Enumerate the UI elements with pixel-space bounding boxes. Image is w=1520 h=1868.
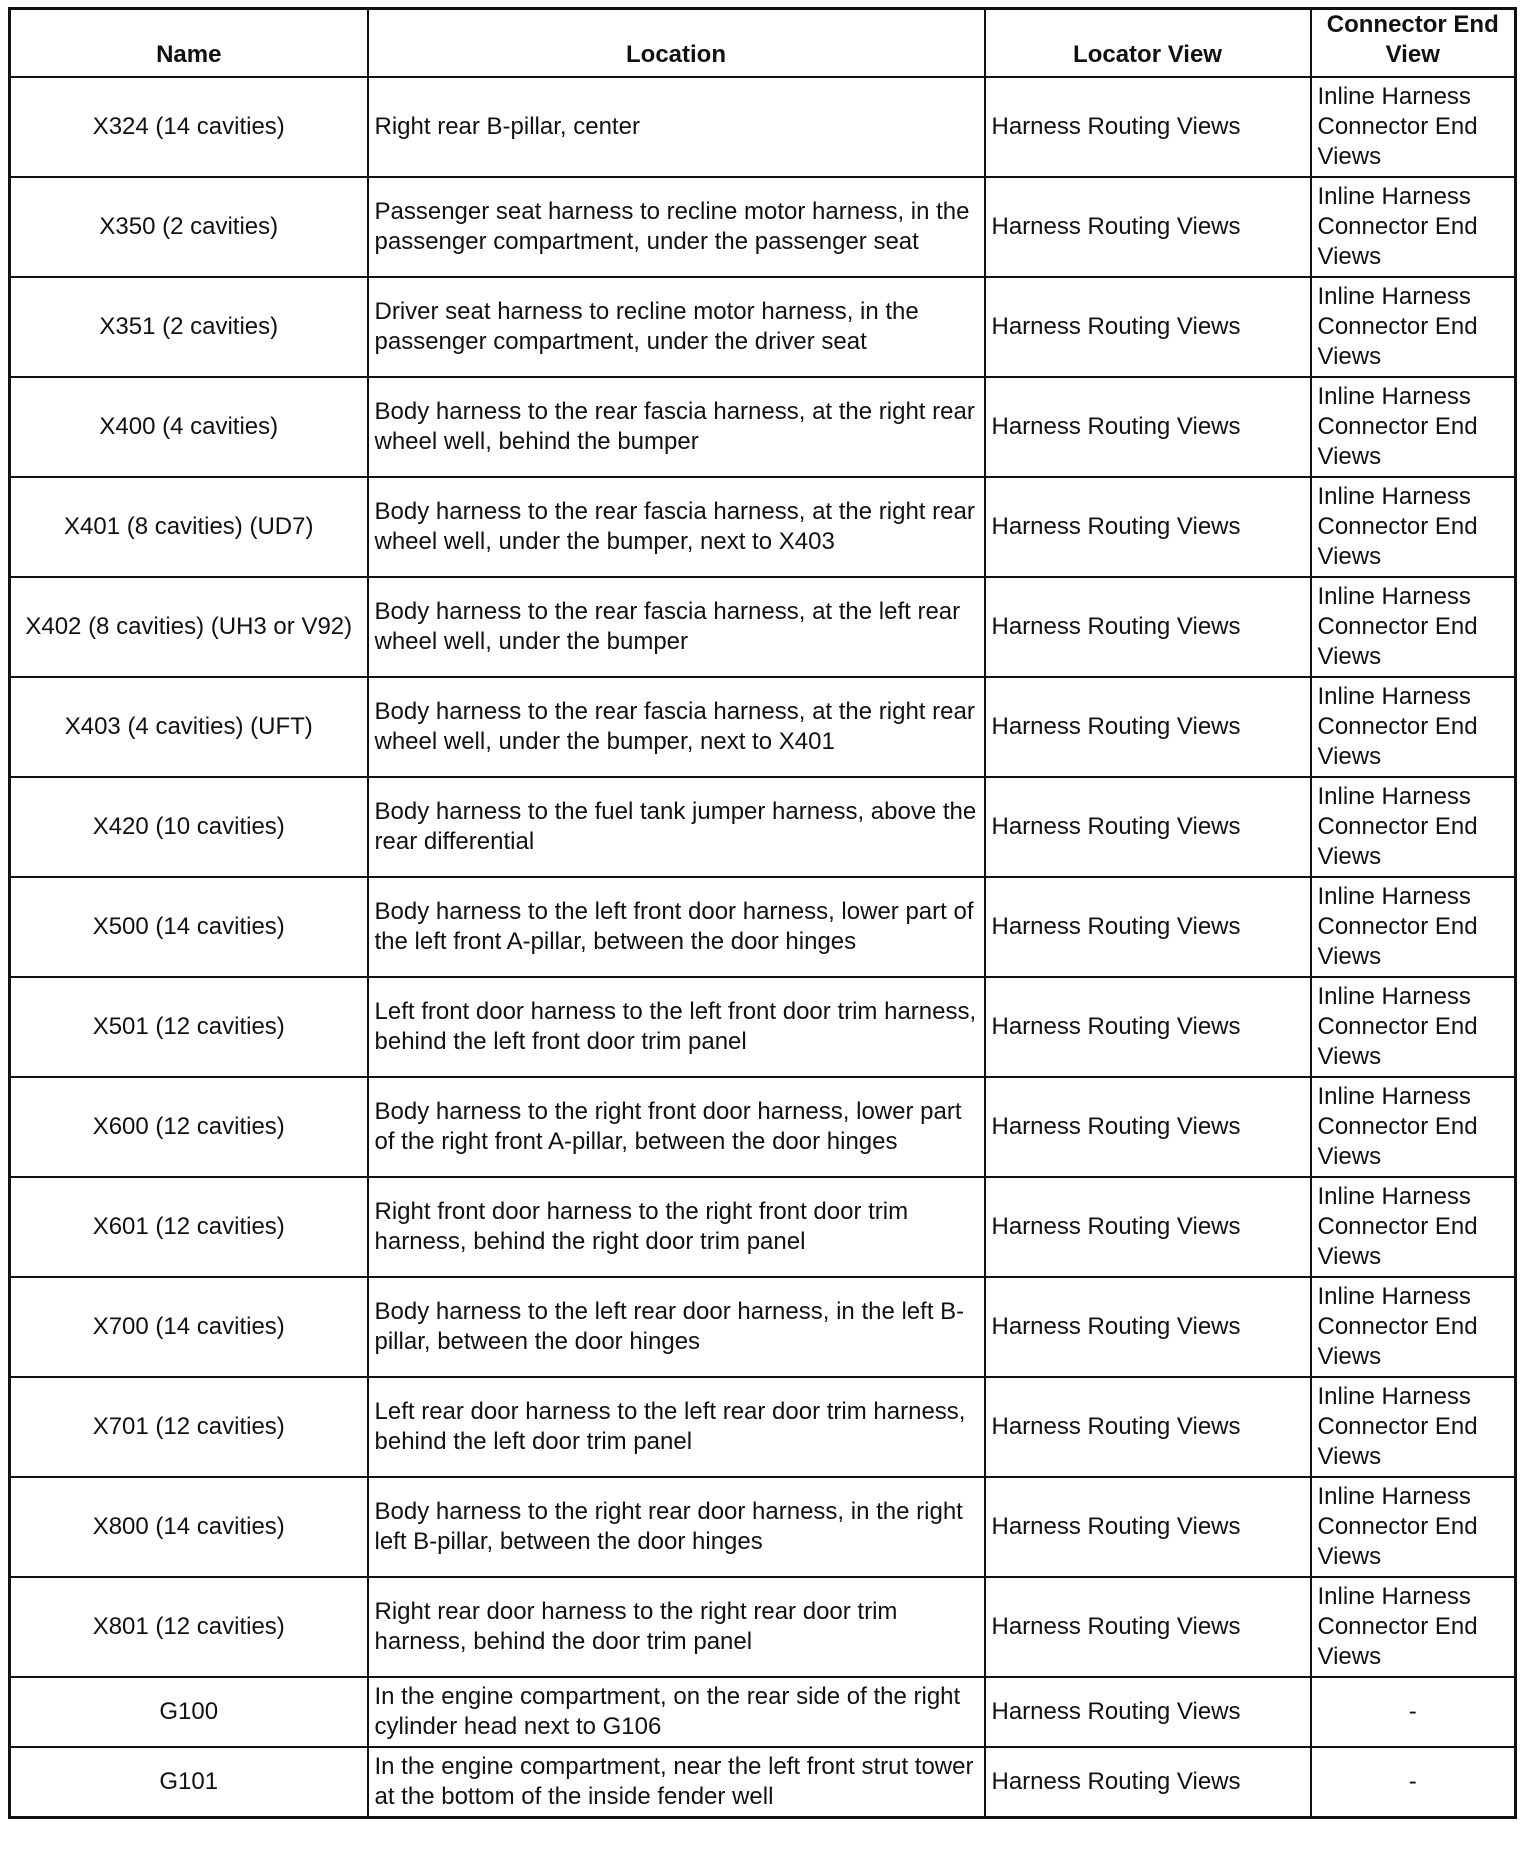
table-header-row [10,9,1516,78]
cell-connector-end-view[interactable]: Inline Harness Connector End Views [1311,777,1516,877]
cell-location: Body harness to the right front door harness, lower part of the right front A-pillar, between the door hinges [368,1077,985,1177]
connector-locator-table [8,7,1517,1819]
cell-connector-end-view[interactable]: Inline Harness Connector End Views [1311,1277,1516,1377]
cell-connector-end-view[interactable]: Inline Harness Connector End Views [1311,877,1516,977]
cell-connector-end-view[interactable]: Inline Harness Connector End Views [1311,1577,1516,1677]
cell-name: G100 [10,1677,368,1747]
cell-locator-view[interactable]: Harness Routing Views [985,477,1311,577]
table-row [10,77,1516,177]
table-row [10,1277,1516,1377]
cell-name: X324 (14 cavities) [10,77,368,177]
cell-name: X401 (8 cavities) (UD7) [10,477,368,577]
cell-name: X500 (14 cavities) [10,877,368,977]
column-header-location: Location [368,9,985,78]
table-row [10,677,1516,777]
cell-location: Body harness to the rear fascia harness, at the right rear wheel well, under the bumper, next to X401 [368,677,985,777]
cell-locator-view[interactable]: Harness Routing Views [985,1677,1311,1747]
cell-name: X403 (4 cavities) (UFT) [10,677,368,777]
cell-location: Body harness to the right rear door harness, in the right left B-pillar, between the door hinges [368,1477,985,1577]
cell-location: Right rear door harness to the right rear door trim harness, behind the door trim panel [368,1577,985,1677]
cell-connector-end-view[interactable]: Inline Harness Connector End Views [1311,177,1516,277]
cell-connector-end-view[interactable]: Inline Harness Connector End Views [1311,1377,1516,1477]
cell-location: In the engine compartment, near the left front strut tower at the bottom of the inside fender well [368,1747,985,1817]
cell-locator-view[interactable]: Harness Routing Views [985,877,1311,977]
cell-location: Right front door harness to the right front door trim harness, behind the right door trim panel [368,1177,985,1277]
cell-location: Right rear B-pillar, center [368,77,985,177]
table-row [10,1377,1516,1477]
column-header-name: Name [10,9,368,78]
cell-name: X501 (12 cavities) [10,977,368,1077]
cell-locator-view[interactable]: Harness Routing Views [985,177,1311,277]
table-row [10,777,1516,877]
cell-connector-end-view[interactable]: Inline Harness Connector End Views [1311,577,1516,677]
cell-locator-view[interactable]: Harness Routing Views [985,1477,1311,1577]
cell-connector-end-view: - [1311,1747,1516,1817]
table-row [10,1677,1516,1747]
column-header-locator-view: Locator View [985,9,1311,78]
cell-name: X601 (12 cavities) [10,1177,368,1277]
table-row [10,1747,1516,1817]
cell-connector-end-view[interactable]: Inline Harness Connector End Views [1311,1077,1516,1177]
cell-locator-view[interactable]: Harness Routing Views [985,1747,1311,1817]
cell-name: X701 (12 cavities) [10,1377,368,1477]
cell-location: Passenger seat harness to recline motor harness, in the passenger compartment, under the passenger seat [368,177,985,277]
cell-locator-view[interactable]: Harness Routing Views [985,1177,1311,1277]
cell-locator-view[interactable]: Harness Routing Views [985,1377,1311,1477]
column-header-connector-end-view: Connector End View [1311,9,1516,78]
cell-locator-view[interactable]: Harness Routing Views [985,277,1311,377]
cell-locator-view[interactable]: Harness Routing Views [985,1077,1311,1177]
table-row [10,577,1516,677]
cell-location: Driver seat harness to recline motor harness, in the passenger compartment, under the driver seat [368,277,985,377]
table-row [10,1477,1516,1577]
cell-name: X351 (2 cavities) [10,277,368,377]
cell-name: X420 (10 cavities) [10,777,368,877]
table-row [10,1077,1516,1177]
cell-connector-end-view[interactable]: Inline Harness Connector End Views [1311,77,1516,177]
cell-name: X801 (12 cavities) [10,1577,368,1677]
table-row [10,1177,1516,1277]
table-row [10,277,1516,377]
cell-connector-end-view[interactable]: Inline Harness Connector End Views [1311,677,1516,777]
cell-location: Body harness to the rear fascia harness, at the right rear wheel well, behind the bumper [368,377,985,477]
cell-location: Left front door harness to the left front door trim harness, behind the left front door trim panel [368,977,985,1077]
cell-location: Body harness to the left front door harness, lower part of the left front A-pillar, between the door hinges [368,877,985,977]
cell-connector-end-view[interactable]: Inline Harness Connector End Views [1311,477,1516,577]
cell-name: X400 (4 cavities) [10,377,368,477]
cell-connector-end-view[interactable]: Inline Harness Connector End Views [1311,977,1516,1077]
cell-locator-view[interactable]: Harness Routing Views [985,77,1311,177]
cell-name: X350 (2 cavities) [10,177,368,277]
cell-connector-end-view[interactable]: Inline Harness Connector End Views [1311,377,1516,477]
cell-location: Body harness to the rear fascia harness, at the left rear wheel well, under the bumper [368,577,985,677]
cell-location: Body harness to the fuel tank jumper harness, above the rear differential [368,777,985,877]
cell-name: G101 [10,1747,368,1817]
table-row [10,177,1516,277]
table-row [10,377,1516,477]
cell-location: Left rear door harness to the left rear door trim harness, behind the left door trim panel [368,1377,985,1477]
cell-connector-end-view[interactable]: Inline Harness Connector End Views [1311,1477,1516,1577]
cell-name: X800 (14 cavities) [10,1477,368,1577]
cell-location: Body harness to the left rear door harness, in the left B-pillar, between the door hinges [368,1277,985,1377]
cell-connector-end-view[interactable]: Inline Harness Connector End Views [1311,277,1516,377]
cell-locator-view[interactable]: Harness Routing Views [985,977,1311,1077]
cell-locator-view[interactable]: Harness Routing Views [985,577,1311,677]
cell-connector-end-view: - [1311,1677,1516,1747]
cell-location: In the engine compartment, on the rear side of the right cylinder head next to G106 [368,1677,985,1747]
cell-locator-view[interactable]: Harness Routing Views [985,1577,1311,1677]
cell-locator-view[interactable]: Harness Routing Views [985,677,1311,777]
cell-locator-view[interactable]: Harness Routing Views [985,377,1311,477]
cell-locator-view[interactable]: Harness Routing Views [985,777,1311,877]
cell-connector-end-view[interactable]: Inline Harness Connector End Views [1311,1177,1516,1277]
cell-name: X402 (8 cavities) (UH3 or V92) [10,577,368,677]
cell-location: Body harness to the rear fascia harness, at the right rear wheel well, under the bumper, next to X403 [368,477,985,577]
cell-name: X600 (12 cavities) [10,1077,368,1177]
cell-name: X700 (14 cavities) [10,1277,368,1377]
table-row [10,877,1516,977]
table-row [10,977,1516,1077]
table-row [10,477,1516,577]
cell-locator-view[interactable]: Harness Routing Views [985,1277,1311,1377]
table-row [10,1577,1516,1677]
